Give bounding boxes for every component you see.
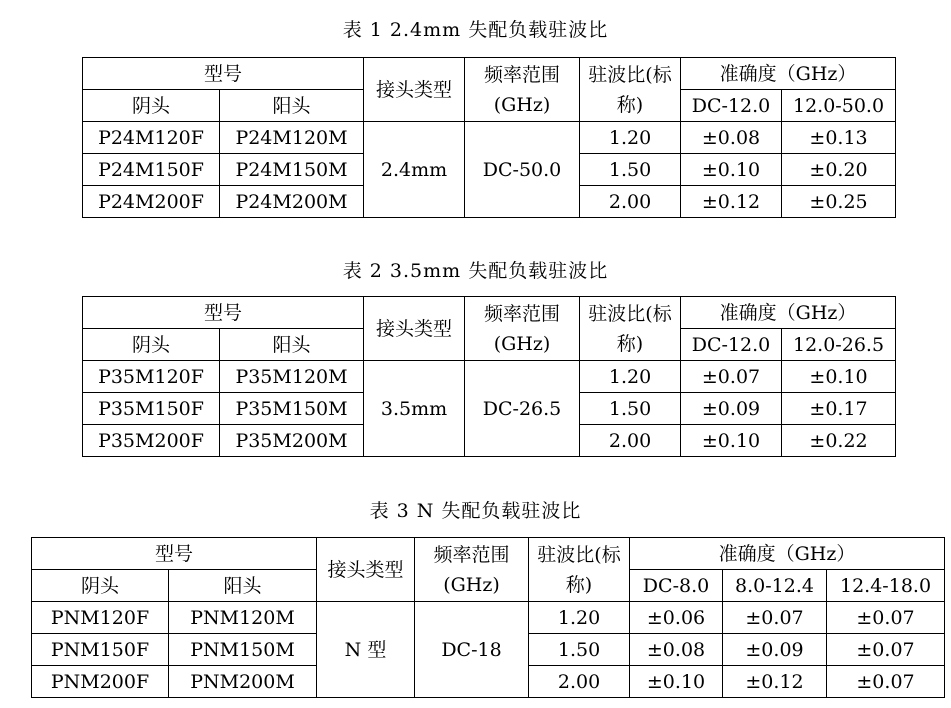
header-male: 阳头 — [169, 570, 317, 602]
cell-male-model: P35M150M — [220, 393, 364, 425]
header-frequency-range: 频率范围(GHz) — [415, 538, 529, 602]
header-band: 12.0-26.5 — [782, 329, 896, 361]
header-connector-type: 接头类型 — [317, 538, 415, 602]
header-vswr: 驻波比(标称) — [580, 58, 681, 122]
header-connector-type: 接头类型 — [364, 297, 465, 361]
cell-accuracy: ±0.09 — [723, 634, 827, 666]
table-row — [83, 122, 896, 154]
header-female: 阴头 — [83, 90, 220, 122]
header-band: DC-12.0 — [681, 90, 782, 122]
cell-accuracy: ±0.20 — [782, 154, 896, 186]
cell-male-model: P35M200M — [220, 425, 364, 457]
cell-accuracy: ±0.22 — [782, 425, 896, 457]
header-frequency-range: 频率范围(GHz) — [465, 58, 580, 122]
cell-vswr: 1.20 — [580, 122, 681, 154]
cell-accuracy: ±0.07 — [681, 361, 782, 393]
cell-accuracy: ±0.10 — [782, 361, 896, 393]
header-accuracy: 准确度（GHz） — [630, 538, 945, 570]
cell-accuracy: ±0.08 — [681, 122, 782, 154]
header-model: 型号 — [83, 58, 364, 90]
cell-accuracy: ±0.08 — [630, 634, 723, 666]
cell-male-model: P35M120M — [220, 361, 364, 393]
cell-female-model: P24M120F — [83, 122, 220, 154]
cell-accuracy: ±0.25 — [782, 186, 896, 218]
cell-accuracy: ±0.06 — [630, 602, 723, 634]
header-vswr: 驻波比(标称) — [580, 297, 681, 361]
header-band: 12.0-50.0 — [782, 90, 896, 122]
cell-accuracy: ±0.10 — [630, 666, 723, 698]
cell-accuracy: ±0.07 — [827, 634, 945, 666]
header-accuracy: 准确度（GHz） — [681, 58, 896, 90]
cell-accuracy: ±0.12 — [723, 666, 827, 698]
table-2 — [82, 296, 896, 457]
cell-vswr: 1.50 — [529, 634, 630, 666]
table-1-caption: 表 1 2.4mm 失配负载驻波比 — [342, 19, 609, 41]
cell-female-model: P35M120F — [83, 361, 220, 393]
header-female: 阴头 — [32, 570, 169, 602]
cell-frequency-range: DC-18 — [415, 602, 529, 698]
cell-female-model: P35M200F — [83, 425, 220, 457]
cell-accuracy: ±0.07 — [827, 666, 945, 698]
cell-vswr: 1.50 — [580, 393, 681, 425]
cell-female-model: PNM200F — [32, 666, 169, 698]
cell-vswr: 2.00 — [580, 425, 681, 457]
header-connector-type: 接头类型 — [364, 58, 465, 122]
cell-vswr: 1.20 — [529, 602, 630, 634]
cell-connector-type: 3.5mm — [364, 361, 465, 457]
cell-male-model: PNM150M — [169, 634, 317, 666]
cell-connector-type: 2.4mm — [364, 122, 465, 218]
cell-male-model: PNM200M — [169, 666, 317, 698]
cell-accuracy: ±0.09 — [681, 393, 782, 425]
cell-female-model: P24M150F — [83, 154, 220, 186]
cell-accuracy: ±0.10 — [681, 154, 782, 186]
cell-vswr: 2.00 — [580, 186, 681, 218]
header-band: 8.0-12.4 — [723, 570, 827, 602]
header-male: 阳头 — [220, 90, 364, 122]
cell-female-model: P24M200F — [83, 186, 220, 218]
cell-accuracy: ±0.07 — [723, 602, 827, 634]
header-male: 阳头 — [220, 329, 364, 361]
cell-female-model: PNM150F — [32, 634, 169, 666]
cell-accuracy: ±0.17 — [782, 393, 896, 425]
cell-accuracy: ±0.10 — [681, 425, 782, 457]
cell-connector-type: N 型 — [317, 602, 415, 698]
table-row — [83, 361, 896, 393]
cell-female-model: P35M150F — [83, 393, 220, 425]
header-model: 型号 — [32, 538, 317, 570]
header-accuracy: 准确度（GHz） — [681, 297, 896, 329]
cell-accuracy: ±0.13 — [782, 122, 896, 154]
table-1 — [82, 57, 896, 218]
cell-male-model: P24M120M — [220, 122, 364, 154]
header-band: DC-12.0 — [681, 329, 782, 361]
cell-accuracy: ±0.12 — [681, 186, 782, 218]
header-female: 阴头 — [83, 329, 220, 361]
table-3-caption: 表 3 N 失配负载驻波比 — [369, 500, 582, 522]
table-2-caption: 表 2 3.5mm 失配负载驻波比 — [342, 260, 609, 282]
cell-vswr: 1.20 — [580, 361, 681, 393]
cell-vswr: 1.50 — [580, 154, 681, 186]
cell-male-model: P24M200M — [220, 186, 364, 218]
cell-accuracy: ±0.07 — [827, 602, 945, 634]
table-row — [32, 602, 945, 634]
cell-male-model: P24M150M — [220, 154, 364, 186]
header-vswr: 驻波比(标称) — [529, 538, 630, 602]
cell-frequency-range: DC-26.5 — [465, 361, 580, 457]
cell-vswr: 2.00 — [529, 666, 630, 698]
header-frequency-range: 频率范围(GHz) — [465, 297, 580, 361]
cell-frequency-range: DC-50.0 — [465, 122, 580, 218]
header-band: 12.4-18.0 — [827, 570, 945, 602]
cell-male-model: PNM120M — [169, 602, 317, 634]
header-model: 型号 — [83, 297, 364, 329]
header-band: DC-8.0 — [630, 570, 723, 602]
table-3 — [31, 537, 945, 698]
cell-female-model: PNM120F — [32, 602, 169, 634]
